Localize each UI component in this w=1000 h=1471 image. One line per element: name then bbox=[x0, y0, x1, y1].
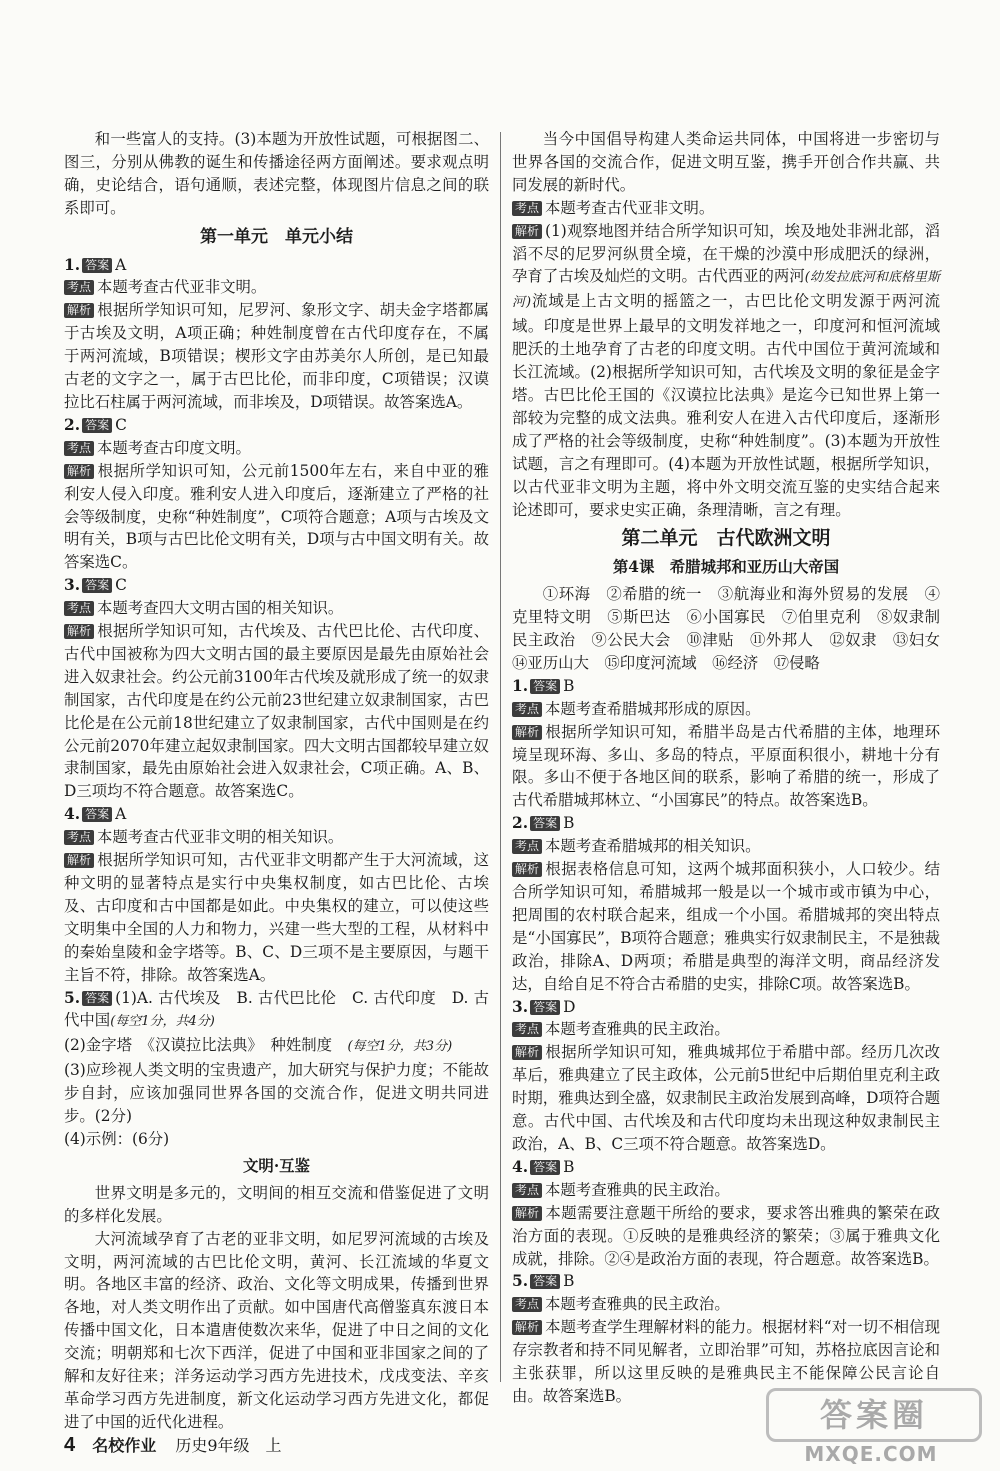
mutual-paragraph-3: 当今中国倡导构建人类命运共同体，中国将进一步密切与世界各国的交流合作，促进文明互鉴，携手开创合作共赢、共同发展的新时代。 bbox=[512, 130, 940, 194]
answer-text: A bbox=[115, 805, 127, 824]
answer-text: A bbox=[115, 255, 127, 274]
point-text: 本题考查四大文明古国的相关知识。 bbox=[97, 599, 344, 618]
analysis-tag: 解析 bbox=[512, 862, 542, 877]
analysis-tag: 解析 bbox=[512, 224, 542, 239]
point-tag: 考点 bbox=[64, 441, 94, 456]
answer-text: B bbox=[563, 1157, 575, 1176]
analysis-tag: 解析 bbox=[512, 725, 542, 740]
answer-line-4: (4)示例：(6分) bbox=[64, 1129, 170, 1148]
question-number: 3. bbox=[512, 997, 529, 1016]
analysis-text: 根据表格信息可知，这两个城邦面积狭小，人口较少。结合所学知识可知，希腊城邦一般是以一个城市或市镇为中心，把周围的农村联合起来，组成一个小国。希腊城邦的突出特点是“小国寡民”，B项符合题意；雅典实行奴隶制民主，不是独裁政治，排除A、D两项；希腊是典型的海洋文明，商品经济发达，自给自足不符合古希腊的史实，排除C项。故答案选B。 bbox=[512, 860, 940, 993]
analysis-tag: 解析 bbox=[512, 1206, 542, 1221]
question-number: 3. bbox=[64, 576, 81, 595]
question-4 bbox=[64, 803, 489, 986]
point-text: 本题考查古代亚非文明的相关知识。 bbox=[97, 828, 344, 847]
answer-line-2: (2)金字塔 《汉谟拉比法典》 种姓制度 bbox=[64, 1036, 333, 1055]
question-number: 4. bbox=[64, 805, 81, 824]
question-number: 1. bbox=[64, 255, 81, 274]
question-number: 5. bbox=[512, 1272, 529, 1291]
answer-tag: 答案 bbox=[530, 679, 560, 694]
answer-tag: 答案 bbox=[82, 258, 112, 273]
answer-text: B bbox=[563, 1272, 575, 1291]
question-number: 2. bbox=[64, 415, 81, 434]
answer-tag: 答案 bbox=[530, 816, 560, 831]
analysis-text: 本题考查学生理解材料的能力。根据材料“对一切不相信现存宗教者和持不同见解者，立即治罪”可知，苏格拉底因言论和主张获罪，所以这里反映的是雅典民主不能保障公民言论自由。故答案选B。 bbox=[512, 1318, 940, 1405]
analysis-tag: 解析 bbox=[64, 624, 94, 639]
lesson-question-1 bbox=[512, 675, 940, 812]
answer-line-3: (3)应珍视人类文明的宝贵遗产，加大研究与保护力度；不能故步自封，应该加强同世界各国的交流合作，促进文明共同进步。(2分) bbox=[64, 1061, 489, 1126]
answer-line-2-score: (每空1分，共3分) bbox=[347, 1039, 453, 1055]
keyword-list: ①环海 ②希腊的统一 ③航海业和海外贸易的发展 ④克里特文明 ⑤斯巴达 ⑥小国寡民 ⑦伯里克利 ⑧奴隶制民主政治 ⑨公民大会 ⑩津贴 ⑪外邦人 ⑫奴隶 ⑬妇女 ⑭亚历山大 ⑮印度河流域 ⑯经济 ⑰侵略 bbox=[512, 585, 956, 672]
answer-text: (1)A. 古代埃及 B. 古代巴比伦 C. 古代印度 D. 古代中国 bbox=[64, 988, 489, 1030]
mutual-learning-title: 文明·互鉴 bbox=[243, 1156, 310, 1175]
lesson-question-3 bbox=[512, 996, 940, 1156]
analysis-text: 根据所学知识可知，古代埃及、古代巴比伦、古代印度、古代中国被称为四大文明古国的最主要原因是最先由原始社会进入奴隶社会。约公元前3100年古代埃及就形成了统一的奴隶制国家，古代印度是在约公元前23世纪建立奴隶制国家，古巴比伦是在公元前18世纪建立了奴隶制国家，古代中国则是在约公元前2070年建立起奴隶制国家。四大文明古国都较早建立奴隶制国家，最先由原始社会进入奴隶社会，C项正确。A、B、D三项均不符合题意。故答案选C。 bbox=[64, 622, 489, 801]
answer-tag: 答案 bbox=[530, 1160, 560, 1175]
analysis-text: 根据所学知识可知，雅典城邦位于希腊中部。经历几次改革后，雅典建立了民主政体，公元前5世纪中后期伯里克利主政时期，雅典达到全盛，奴隶制民主政治发展到高峰，D项符合题意。古代中国、古代埃及和古代印度均未出现这种奴隶制民主政治，A、B、C三项不符合题意。故答案选D。 bbox=[512, 1043, 940, 1153]
question-2 bbox=[64, 414, 489, 574]
watermark-url: MXQE.COM bbox=[804, 1442, 938, 1466]
answer-tag: 答案 bbox=[82, 991, 112, 1006]
point-text: 本题考查古代亚非文明。 bbox=[97, 278, 267, 297]
point-tag: 考点 bbox=[64, 830, 94, 845]
answer-text: B bbox=[563, 814, 575, 833]
question-number: 4. bbox=[512, 1157, 529, 1176]
point-tag: 考点 bbox=[512, 839, 542, 854]
answer-score: (每空1分，共4分) bbox=[110, 1014, 215, 1030]
analysis-text: 本题需要注意题干所给的要求，要求答出雅典的繁荣在政治方面的表现。①反映的是雅典经济的繁荣；③属于雅典文化成就，排除。②④是政治方面的表现，符合题意。故答案选B。 bbox=[512, 1203, 940, 1268]
analysis-text-b: 流域是上古文明的摇篮之一，古巴比伦文明发源于两河流域。印度是世界上最早的文明发祥地之一，印度河和恒河流域肥沃的土地孕育了古老的印度文明。古代中国位于黄河流域和长江流域。(2)根据所学知识可知，古代埃及文明的象征是金字塔。古巴比伦王国的《汉谟拉比法典》是迄今已知世界上第一部较为完整的成文法典。雅利安人在进入古代印度后，逐渐形成了严格的社会等级制度，史称“种姓制度”。(3)本题为开放性试题，言之有理即可。(4)本题为开放性试题，根据所学知识，以古代亚非文明为主题，将中外文明交流互鉴的史实结合起来论述即可，要求史实正确，条理清晰，言之有理。 bbox=[512, 292, 940, 519]
analysis-text: 根据所学知识可知，古代亚非文明都产生于大河流域，这种文明的显著特点是实行中央集权制度，如古巴比伦、古埃及、古印度和古中国都是如此。中央集权的建立，可以使这些文明集中全国的人力和物力，兴建一些大型的工程，从材料中的秦始皇陵和金字塔等。B、C、D三项不是主要原因，与题干主旨不符，排除。故答案选A。 bbox=[64, 851, 489, 984]
question-3 bbox=[64, 574, 489, 803]
point-text: 本题考查古代亚非文明。 bbox=[545, 198, 715, 217]
answer-tag: 答案 bbox=[82, 578, 112, 593]
point-text: 本题考查雅典的民主政治。 bbox=[545, 1020, 730, 1039]
point-tag: 考点 bbox=[64, 601, 94, 616]
point-tag: 考点 bbox=[512, 1297, 542, 1312]
question-5 bbox=[64, 987, 489, 1151]
left-column bbox=[64, 128, 489, 1434]
watermark-logo: 答案圈 bbox=[766, 1388, 982, 1442]
point-tag: 考点 bbox=[512, 1022, 542, 1037]
subject-label: 历史9年级 上 bbox=[175, 1436, 282, 1455]
answer-text: C bbox=[115, 415, 127, 434]
point-tag: 考点 bbox=[64, 280, 94, 295]
right-column bbox=[512, 128, 956, 1408]
mutual-paragraph-1: 世界文明是多元的，文明间的相互交流和借鉴促进了文明的多样化发展。 bbox=[64, 1183, 489, 1225]
analysis-tag: 解析 bbox=[64, 464, 94, 479]
watermark bbox=[766, 1388, 976, 1466]
column-divider bbox=[500, 132, 501, 1382]
answer-tag: 答案 bbox=[82, 418, 112, 433]
point-text: 本题考查古印度文明。 bbox=[97, 438, 251, 457]
point-text: 本题考查希腊城邦的相关知识。 bbox=[545, 837, 761, 856]
analysis-text: 根据所学知识可知，尼罗河、象形文字、胡夫金字塔都属于古埃及文明，A项正确；种姓制度曾在古代印度存在，不属于两河流域，B项错误；楔形文字由苏美尔人所创，是已知最古老的文字之一，属于古巴比伦，而非印度，C项错误；汉谟拉比石柱属于两河流域，而非埃及，D项错误。故答案选A。 bbox=[64, 301, 489, 411]
lesson-4-title: 第4课 希腊城邦和亚历山大帝国 bbox=[612, 558, 840, 577]
book-title: 名校作业 bbox=[92, 1436, 157, 1455]
answer-text: D bbox=[563, 997, 576, 1016]
analysis-tag: 解析 bbox=[512, 1320, 542, 1335]
answer-tag: 答案 bbox=[530, 1000, 560, 1015]
answer-text: B bbox=[563, 676, 575, 695]
answer-text: C bbox=[115, 576, 127, 595]
page-number: 4 bbox=[64, 1434, 76, 1456]
lesson-question-4 bbox=[512, 1156, 940, 1271]
question-number: 2. bbox=[512, 814, 529, 833]
analysis-note: (幼发拉底河和底格里斯河) bbox=[512, 270, 940, 311]
unit-summary-title: 第一单元 单元小结 bbox=[200, 226, 353, 247]
answer-tag: 答案 bbox=[82, 807, 112, 822]
analysis-tag: 解析 bbox=[64, 853, 94, 868]
point-tag: 考点 bbox=[512, 1183, 542, 1198]
point-text: 本题考查雅典的民主政治。 bbox=[545, 1180, 730, 1199]
point-tag: 考点 bbox=[512, 702, 542, 717]
intro-paragraph: 和一些富人的支持。(3)本题为开放性试题，可根据图二、图三，分别从佛教的诞生和传播途径两方面阐述。要求观点明确，史论结合，语句通顺，表述完整，体现图片信息之间的联系即可。 bbox=[64, 130, 489, 217]
analysis-text-a: (1)观察地图并结合所学知识可知，埃及地处非洲北部，滔滔不尽的尼罗河纵贯全境，在干燥的沙漠中形成肥沃的绿洲，孕育了古埃及灿烂的文明。古代西亚的两河 bbox=[512, 221, 940, 286]
question-number: 1. bbox=[512, 676, 529, 695]
analysis-tag: 解析 bbox=[512, 1045, 542, 1060]
page-footer bbox=[64, 1433, 282, 1457]
mutual-paragraph-2: 大河流域孕育了古老的亚非文明，如尼罗河流域的古埃及文明，两河流域的古巴比伦文明，黄河、长江流域的华夏文明。各地区丰富的经济、政治、文化等文明成果，传播到世界各地，对人类文明作出了贡献。如中国唐代高僧鉴真东渡日本传播中国文化，日本遣唐使数次来华，促进了中日之间的文化交流；明朝郑和七次下西洋，促进了中国和亚非国家之间的了解和友好往来；洋务运动学习西方先进技术，戊戌变法、辛亥革命学习西方先进制度，新文化运动学习西方先进文化，都促进了中国的近代化进程。 bbox=[64, 1229, 489, 1431]
point-text: 本题考查希腊城邦形成的原因。 bbox=[545, 699, 761, 718]
lesson-question-2 bbox=[512, 812, 940, 995]
question-number: 5. bbox=[64, 988, 81, 1007]
point-tag: 考点 bbox=[512, 201, 542, 216]
point-text: 本题考查雅典的民主政治。 bbox=[545, 1295, 730, 1314]
answer-tag: 答案 bbox=[530, 1274, 560, 1289]
unit-2-title: 第二单元 古代欧洲文明 bbox=[621, 527, 831, 550]
analysis-tag: 解析 bbox=[64, 303, 94, 318]
analysis-text: 根据所学知识可知，希腊半岛是古代希腊的主体，地理环境呈现环海、多山、多岛的特点，平原面积很小，耕地十分有限。多山不便于各地区间的联系，影响了希腊的统一，形成了古代希腊城邦林立、“小国寡民”的特点。故答案选B。 bbox=[512, 722, 940, 810]
question-1 bbox=[64, 254, 489, 414]
analysis-text: 根据所学知识可知，公元前1500年左右，来自中亚的雅利安人侵入印度。雅利安人进入印度后，逐渐建立了严格的社会等级制度，史称“种姓制度”，C项符合题意；A项与古埃及文明有关，B项与古巴比伦文明有关，D项与古中国文明有关。故答案选C。 bbox=[64, 461, 489, 572]
